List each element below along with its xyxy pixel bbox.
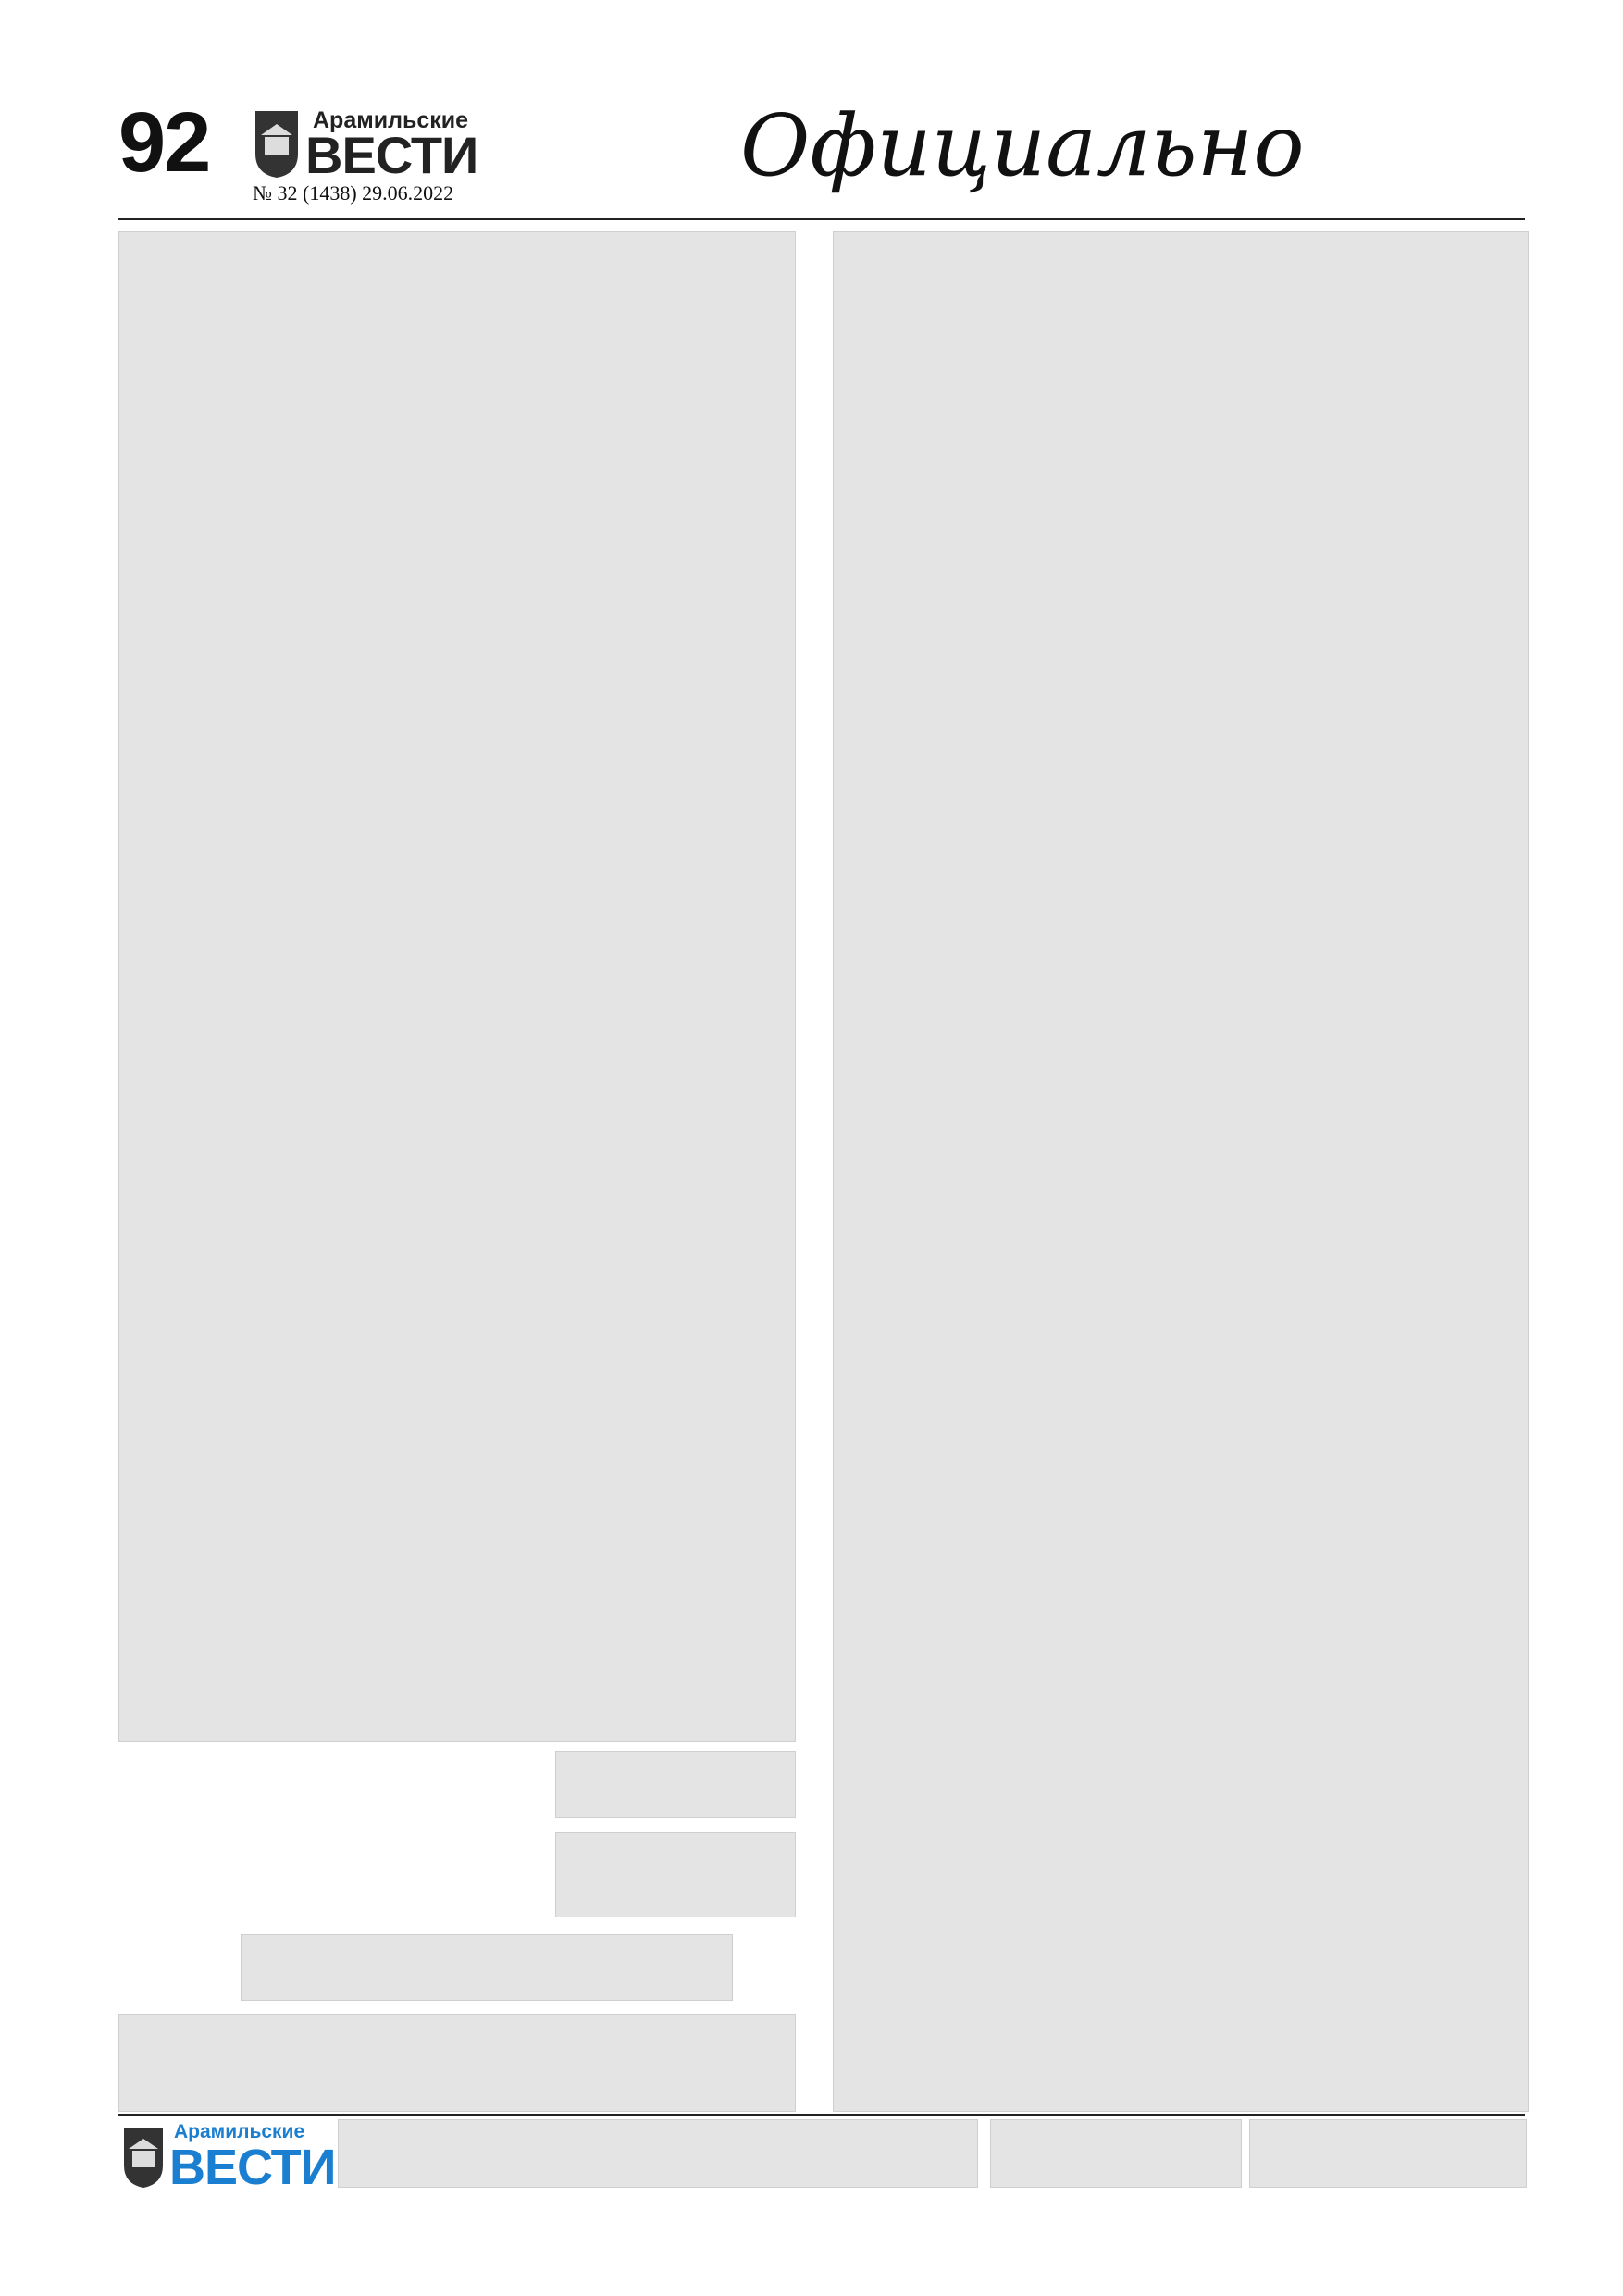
section-title: Официально xyxy=(740,96,1305,195)
header-rule xyxy=(118,218,1525,220)
footer-coat-of-arms-icon xyxy=(120,2125,167,2190)
brand-name-bottom: ВЕСТИ xyxy=(305,126,478,184)
coat-of-arms-icon xyxy=(252,107,302,180)
page-number: 92 xyxy=(118,95,210,190)
editor-imprint xyxy=(1249,2119,1527,2188)
issue-info: № 32 (1438) 29.06.2022 xyxy=(253,181,454,205)
footer-rule xyxy=(118,2114,1525,2116)
brand-name-top: Арамильские xyxy=(313,107,469,133)
appendix-reference xyxy=(555,1832,796,1917)
footer-brand-top: Арамильские xyxy=(174,2121,305,2142)
decision-reference xyxy=(555,1751,796,1818)
left-budget-table xyxy=(118,231,796,1742)
printing-imprint xyxy=(990,2119,1242,2188)
publisher-imprint xyxy=(338,2119,978,2188)
right-budget-table xyxy=(833,231,1529,2112)
distribution-table-header xyxy=(118,2014,796,2112)
footer-brand-bottom: ВЕСТИ xyxy=(169,2140,336,2195)
distribution-heading xyxy=(241,1934,733,2001)
